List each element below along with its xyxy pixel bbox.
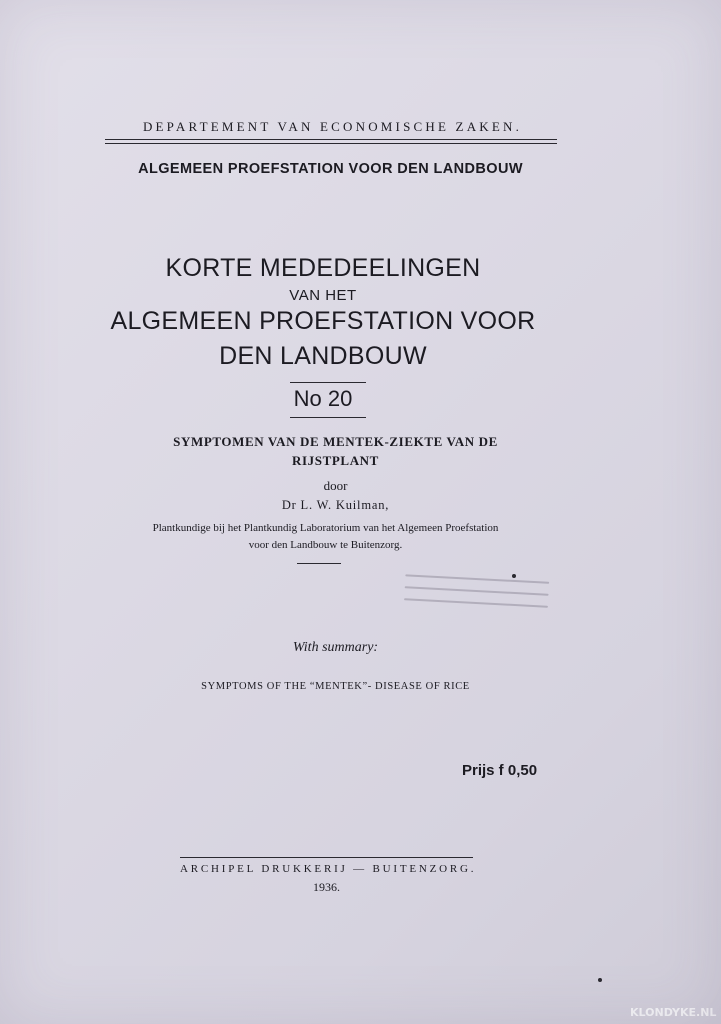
station-heading: ALGEMEEN PROEFSTATION VOOR DEN LANDBOUW	[138, 161, 523, 177]
faded-stamp	[398, 564, 553, 642]
number-rule-top	[290, 382, 366, 383]
separator-rule	[297, 563, 341, 564]
affiliation-line-2: voor den Landbouw te Buitenzorg.	[248, 539, 403, 551]
by-label: door	[323, 478, 348, 493]
publisher-rule	[180, 857, 473, 858]
header-rule-top	[105, 139, 557, 140]
title-line-4: DEN LANDBOUW	[219, 342, 427, 370]
watermark-logo: KLONDYKE.NL	[630, 1006, 717, 1019]
affiliation-line-1: Plantkundige bij het Plantkundig Laboratorium van het Algemeen Proefstation	[152, 522, 499, 534]
issue-number: No 20	[293, 386, 353, 411]
title-line-3: ALGEMEEN PROEFSTATION VOOR	[110, 307, 536, 335]
title-line-2: VAN HET	[289, 287, 357, 304]
publisher-line: ARCHIPEL DRUKKERIJ — BUITENZORG.	[180, 863, 477, 875]
number-rule-bottom	[290, 417, 366, 418]
summary-title: SYMPTOMS OF THE “MENTEK”- DISEASE OF RICE	[201, 681, 470, 692]
price-label: Prijs f 0,50	[462, 762, 538, 779]
with-summary-label: With summary:	[292, 640, 379, 655]
subject-line-1: SYMPTOMEN VAN DE MENTEK-ZIEKTE VAN DE	[173, 434, 498, 449]
ink-speck	[512, 574, 516, 578]
ink-speck	[598, 978, 602, 982]
author-name: Dr L. W. Kuilman,	[281, 498, 390, 512]
publication-year: 1936.	[313, 880, 340, 894]
title-line-1: KORTE MEDEDEELINGEN	[165, 254, 481, 282]
subject-line-2: RIJSTPLANT	[292, 453, 379, 468]
header-rule-bottom	[105, 143, 557, 144]
department-heading: DEPARTEMENT VAN ECONOMISCHE ZAKEN.	[142, 119, 523, 134]
